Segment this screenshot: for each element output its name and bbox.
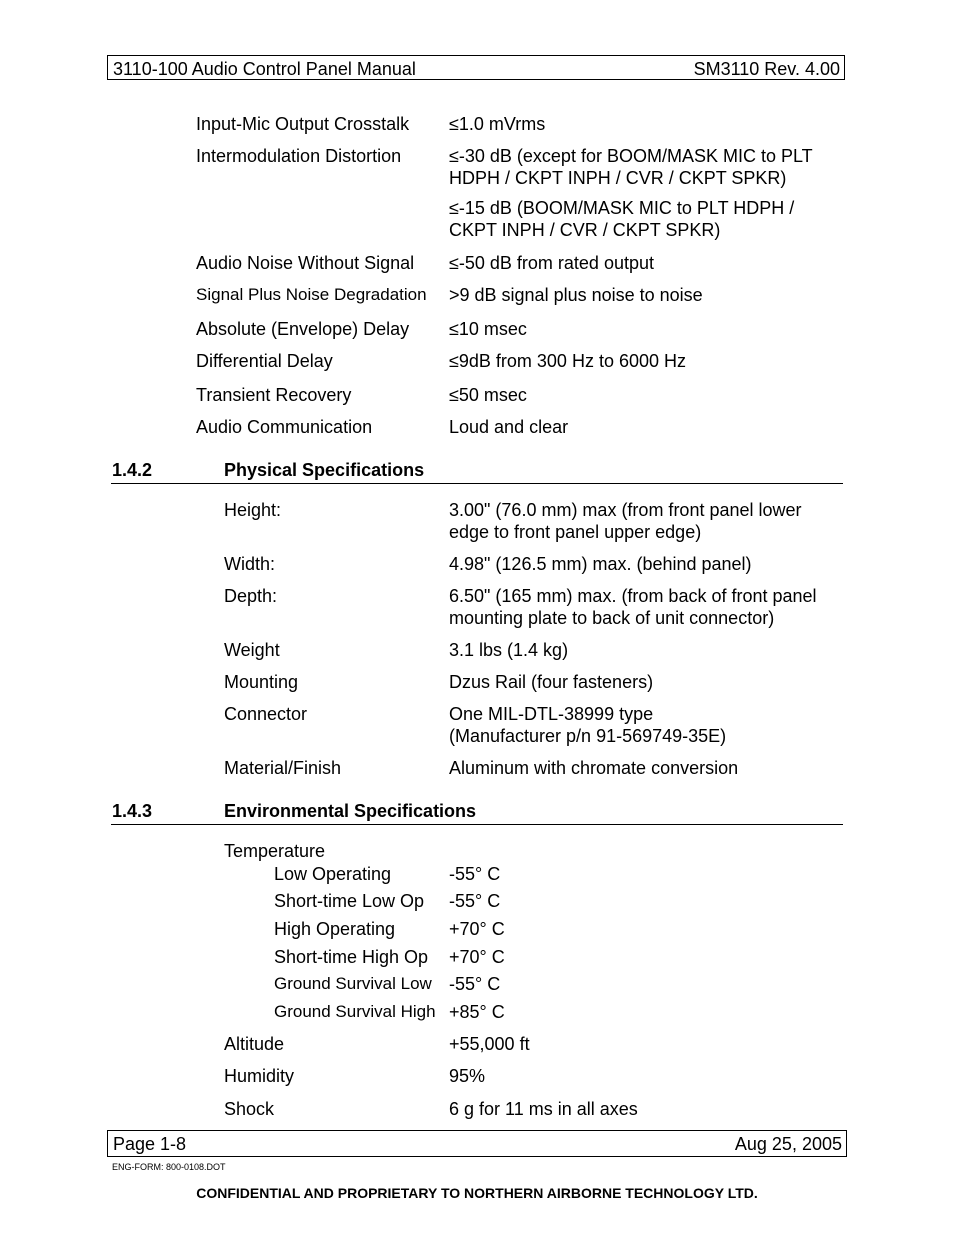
spec-label: Width: [224,554,276,574]
spec-value-secondary: (Manufacturer p/n 91-569749-35E) [449,726,727,746]
temperature-value: +70° C [449,947,505,967]
spec-value: One MIL-DTL-38999 type [449,704,654,724]
spec-value: Loud and clear [449,417,569,437]
page-footer [107,1130,847,1157]
manual-title: 3110-100 Audio Control Panel Manual [113,59,416,79]
spec-label: Connector [224,704,308,724]
spec-value: 6.50" (165 mm) max. (from back of front panel mounting plate to back of unit connector) [449,586,817,628]
section-number: 1.4.3 [112,801,153,821]
confidentiality-notice: CONFIDENTIAL AND PROPRIETARY TO NORTHERN AIRBORNE TECHNOLOGY LTD. [196,1185,758,1201]
spec-label: Height: [224,500,282,520]
spec-label: Weight [224,640,280,660]
spec-value: +55,000 ft [449,1034,530,1054]
revision-date: Aug 25, 2005 [734,1134,842,1154]
spec-value: ≤9dB from 300 Hz to 6000 Hz [449,351,686,371]
spec-value: 4.98" (126.5 mm) max. (behind panel) [449,554,752,574]
spec-value-secondary: ≤-15 dB (BOOM/MASK MIC to PLT HDPH / CKPT INPH / CVR / CKPT SPKR) [449,198,795,240]
spec-label: Audio Communication [196,417,373,437]
temperature-label: Short-time Low Op [274,891,425,911]
spec-value: 3.1 lbs (1.4 kg) [449,640,569,660]
spec-label: Material/Finish [224,758,342,778]
spec-label: Signal Plus Noise Degradation [196,285,427,304]
page-header [107,55,845,80]
form-identifier: ENG-FORM: 800-0108.DOT [112,1162,226,1172]
section-number: 1.4.2 [112,460,153,480]
section-title: Environmental Specifications [224,801,477,821]
temperature-label: High Operating [274,919,396,939]
spec-label: Shock [224,1099,275,1119]
section-divider [111,483,843,484]
spec-value: 95% [449,1066,486,1086]
temperature-value: +70° C [449,919,505,939]
document-revision: SM3110 Rev. 4.00 [693,59,840,79]
temperature-value: -55° C [449,864,501,884]
spec-label: Input-Mic Output Crosstalk [196,114,410,134]
temperature-label: Low Operating [274,864,392,884]
spec-value: 6 g for 11 ms in all axes [449,1099,638,1119]
spec-label: Transient Recovery [196,385,352,405]
spec-label: Intermodulation Distortion [196,146,402,166]
spec-value: ≤1.0 mVrms [449,114,546,134]
temperature-value: -55° C [449,891,501,911]
page-number: Page 1-8 [113,1134,187,1154]
section-divider [111,824,843,825]
spec-label: Differential Delay [196,351,333,371]
temperature-label: Ground Survival High [274,1002,436,1021]
spec-value: ≤-50 dB from rated output [449,253,654,273]
spec-value: ≤-30 dB (except for BOOM/MASK MIC to PLT HDPH / CKPT INPH / CVR / CKPT SPKR) [449,146,813,188]
spec-value: ≤10 msec [449,319,527,339]
temperature-label: Ground Survival Low [274,974,432,993]
spec-value: >9 dB signal plus noise to noise [449,285,703,305]
spec-label: Audio Noise Without Signal [196,253,415,273]
spec-label: Absolute (Envelope) Delay [196,319,410,339]
spec-label: Altitude [224,1034,285,1054]
spec-label: Mounting [224,672,299,692]
spec-value: Aluminum with chromate conversion [449,758,739,778]
spec-value: ≤50 msec [449,385,527,405]
temperature-value: +85° C [449,1002,505,1022]
temperature-heading: Temperature [224,841,326,861]
temperature-label: Short-time High Op [274,947,429,967]
spec-label: Humidity [224,1066,295,1086]
temperature-value: -55° C [449,974,501,994]
section-title: Physical Specifications [224,460,425,480]
spec-value: Dzus Rail (four fasteners) [449,672,654,692]
spec-label: Depth: [224,586,278,606]
spec-value: 3.00" (76.0 mm) max (from front panel lower edge to front panel upper edge) [449,500,802,542]
